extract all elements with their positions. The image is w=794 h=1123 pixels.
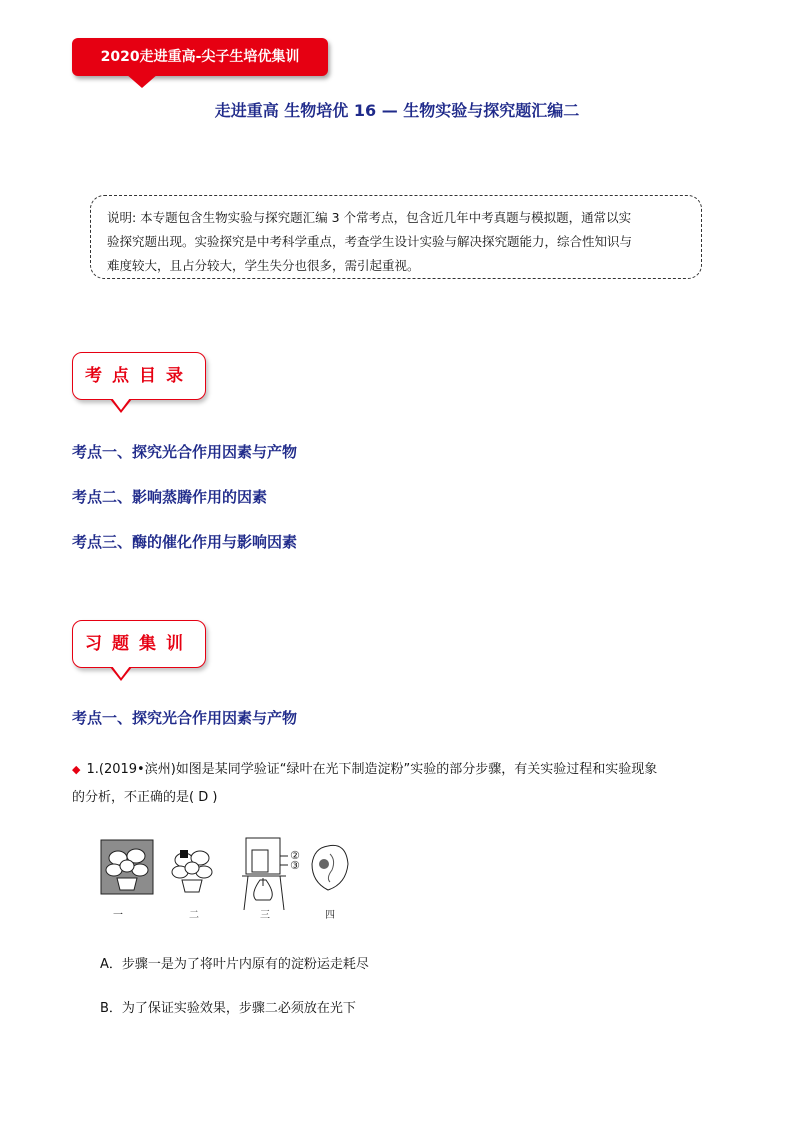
marker-2: ② (290, 849, 300, 862)
document-title: 走进重高 生物培优 16 — 生物实验与探究题汇编二 (214, 101, 580, 120)
toc-heading-bubble (72, 352, 206, 400)
toc-heading-text: 考点目录 (85, 366, 193, 386)
note-box (90, 195, 702, 279)
marker-3: ③ (290, 859, 300, 872)
toc-item-2[interactable]: 考点二、影响蒸腾作用的因素 (72, 488, 268, 506)
toc-item-3[interactable]: 考点三、酶的催化作用与影响因素 (72, 533, 298, 551)
section-1-title: 考点一、探究光合作用因素与产物 (72, 709, 298, 727)
figure-label-2: 二 (189, 910, 199, 921)
top-banner: 2020走进重高-尖子生培优集训 (72, 38, 328, 76)
note-line-2: 验探究题出现。实验探究是中考科学重点，考查学生设计实验与解决探究题能力，综合性知识与 (107, 234, 633, 249)
option-a: A．步骤一是为了将叶片内原有的淀粉运走耗尽 (100, 957, 369, 972)
banner-tail (126, 74, 158, 88)
toc-item-1[interactable]: 考点一、探究光合作用因素与产物 (72, 443, 298, 461)
figure-label-1: 一 (113, 910, 123, 921)
question-1-line-1: 1.(2019•滨州)如图是某同学验证“绿叶在光下制造淀粉”实验的部分步骤，有关实验过程和实验现象 (86, 762, 658, 777)
diamond-bullet-icon: ◆ (72, 763, 81, 776)
practice-bubble-tail-fill (112, 666, 130, 678)
practice-heading-bubble (72, 620, 206, 668)
question-1 (72, 756, 732, 812)
experiment-figure (100, 834, 360, 924)
step-2-covered-leaf-plant (172, 850, 212, 892)
note-line-3: 难度较大，且占分较大，学生失分也很多，需引起重视。 (107, 258, 420, 273)
step-3-beaker-heating (242, 838, 288, 910)
step-1-dark-plant (101, 840, 153, 894)
note-line-1: 说明: 本专题包含生物实验与探究题汇编 3 个常考点，包含近几年中考真题与模拟题，通常以实 (107, 210, 632, 225)
question-1-line-2: 的分析，不正确的是( D ) (72, 790, 218, 805)
figure-label-3: 三 (260, 910, 270, 921)
practice-heading-text: 习题集训 (85, 634, 193, 654)
toc-bubble-tail-fill (112, 398, 130, 410)
figure-label-4: 四 (325, 910, 335, 921)
option-b: B．为了保证实验效果，步骤二必须放在光下 (100, 1001, 356, 1016)
step-4-leaf (312, 845, 348, 890)
